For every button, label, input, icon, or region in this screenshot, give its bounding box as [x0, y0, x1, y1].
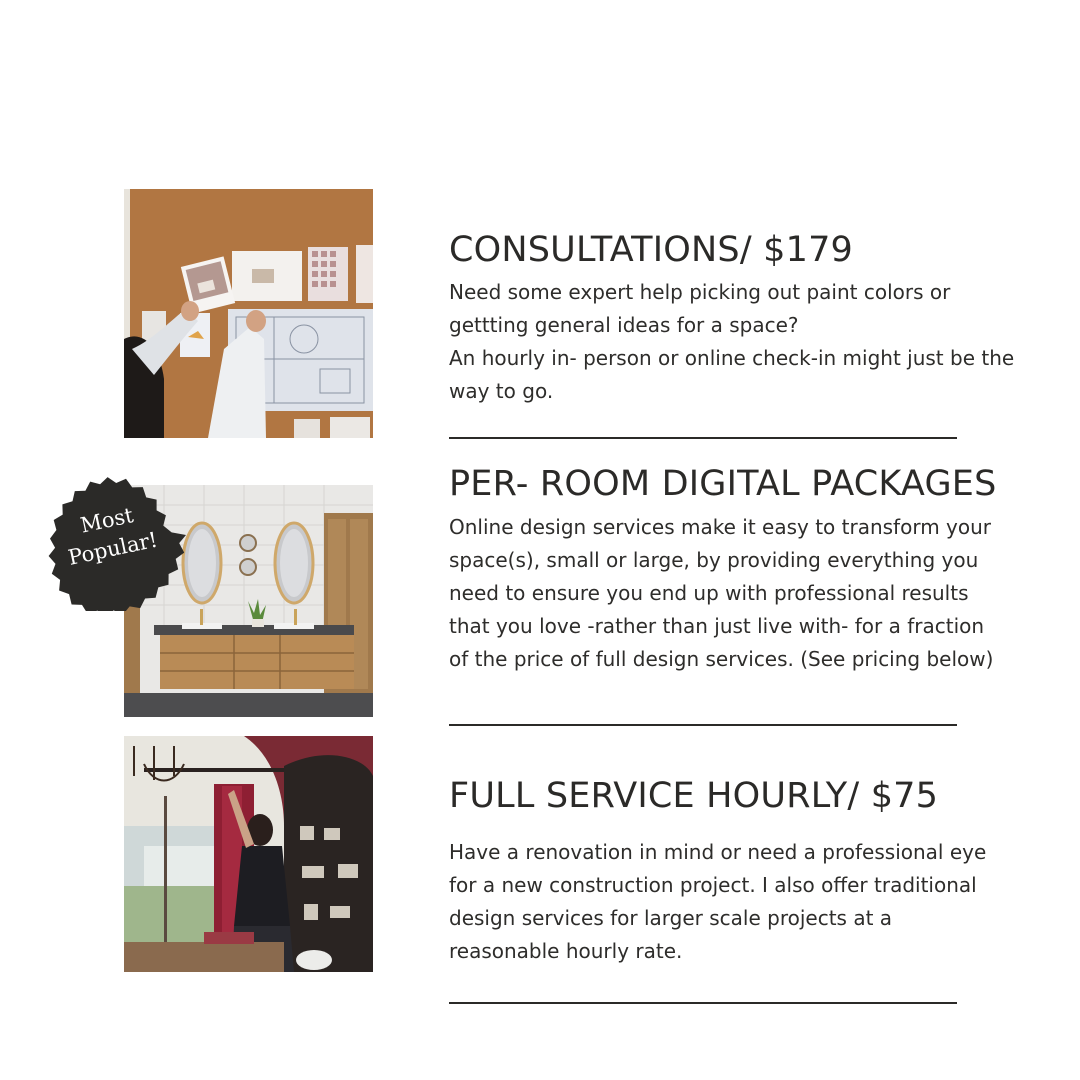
description-line: design services for larger scale projects at a — [449, 906, 893, 930]
badge-label — [20, 445, 200, 625]
description-line: for a new construction project. I also offer traditional — [449, 873, 977, 897]
badge-line-2: Popular! — [66, 527, 160, 570]
full-service-description — [449, 836, 1049, 968]
consultations-title: CONSULTATIONS/ $179 — [449, 230, 854, 270]
description-line: Have a renovation in mind or need a professional eye — [449, 840, 987, 864]
full-service-photo — [124, 736, 373, 972]
description-line: way to go. — [449, 379, 554, 403]
section-divider — [449, 437, 957, 439]
description-line: An hourly in- person or online check-in might just be the — [449, 346, 1015, 370]
description-line: need to ensure you end up with professional results — [449, 581, 969, 605]
description-line: reasonable hourly rate. — [449, 939, 683, 963]
full-service-title: FULL SERVICE HOURLY/ $75 — [449, 776, 939, 816]
description-line: of the price of full design services. (See pricing below) — [449, 647, 994, 671]
description-line: Online design services make it easy to transform your — [449, 515, 992, 539]
most-popular-badge — [34, 459, 186, 611]
section-divider — [449, 1002, 957, 1004]
digital-packages-title: PER- ROOM DIGITAL PACKAGES — [449, 464, 997, 504]
section-divider — [449, 724, 957, 726]
consultations-description — [449, 276, 1049, 408]
description-line: that you love -rather than just live with- for a fraction — [449, 614, 985, 638]
description-line: gettting general ideas for a space? — [449, 313, 799, 337]
consultation-photo — [124, 189, 373, 438]
badge-line-1: Most — [78, 503, 136, 538]
description-line: Need some expert help picking out paint colors or — [449, 280, 951, 304]
description-line: space(s), small or large, by providing everything you — [449, 548, 979, 572]
digital-packages-description — [449, 511, 1049, 676]
